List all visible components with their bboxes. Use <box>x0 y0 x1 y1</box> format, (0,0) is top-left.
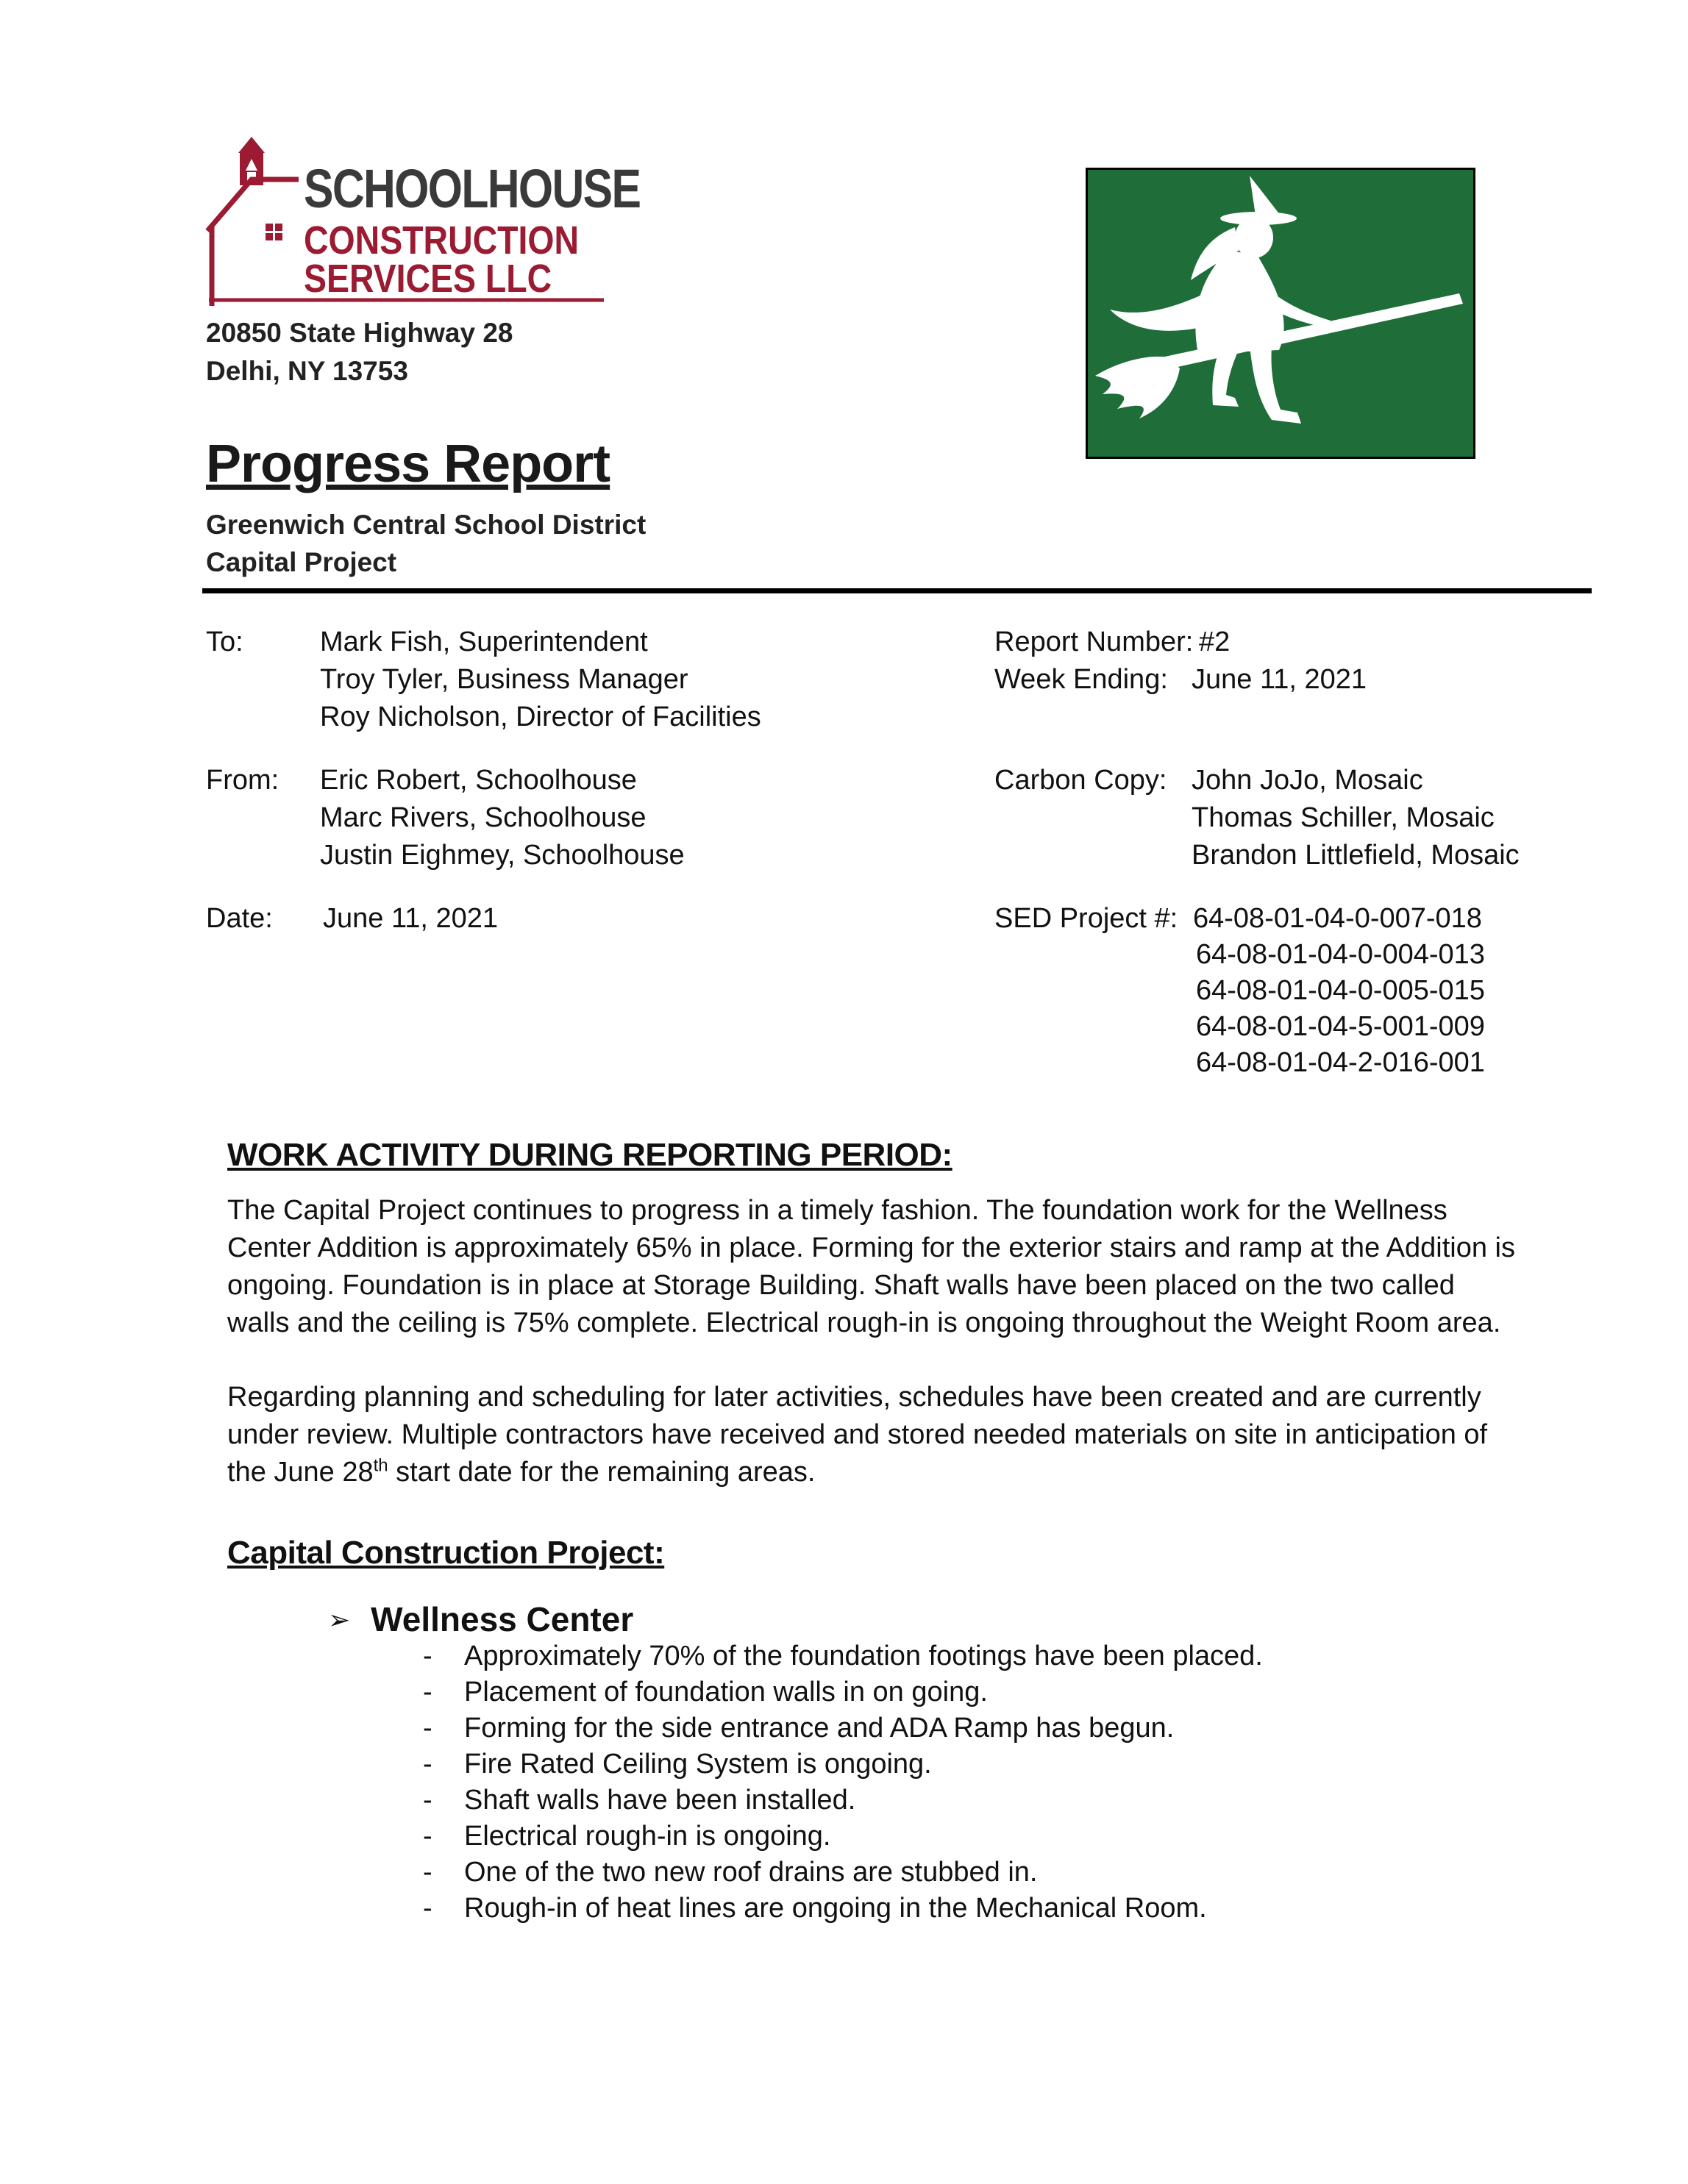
carbon-copy-label: Carbon Copy: <box>994 765 1167 796</box>
sed-project-label: SED Project #: <box>994 903 1178 934</box>
sed-project-number-4: 64-08-01-04-5-001-009 <box>1196 1011 1485 1042</box>
header-divider <box>202 588 1592 593</box>
logo-text-services: SERVICES LLC <box>304 257 552 301</box>
paragraph-1-text: The Capital Project continues to progress in a timely fashion. The foundation work for the Wellness Center Addition is approximately 65% in place. Forming for the exterior stairs and ramp at the Addition is ongoing. Foundation is in place at Storage Building. Shaft walls have been placed on the two called walls and the ceiling is 75% complete. Electrical rough-in is ongoing throughout the Weight Room area. <box>227 1195 1515 1338</box>
list-item: - Fire Rated Ceiling System is ongoing. <box>423 1746 1263 1782</box>
list-item: - Placement of foundation walls in on going. <box>423 1674 1263 1710</box>
from-sender-3: Justin Eighmey, Schoolhouse <box>320 840 685 871</box>
wellness-center-heading <box>328 1599 633 1639</box>
logo-text-schoolhouse: SCHOOLHOUSE <box>304 158 641 219</box>
list-item: - Rough-in of heat lines are ongoing in the Mechanical Room. <box>423 1891 1263 1927</box>
sed-project-number-5: 64-08-01-04-2-016-001 <box>1196 1047 1485 1078</box>
list-item: - Shaft walls have been installed. <box>423 1782 1263 1819</box>
paragraph-2-text <box>227 1379 1522 1491</box>
week-ending-value: June 11, 2021 <box>1192 664 1367 695</box>
from-sender-2: Marc Rivers, Schoolhouse <box>320 802 647 833</box>
page-title: Progress Report <box>206 435 610 493</box>
paragraph-2-text-a: Regarding planning and scheduling for later activities, schedules have been created and are currently under review. Multiple contractors have received and stored needed materials on site in anticipation of the June 28 <box>227 1382 1488 1488</box>
wellness-center-label: Wellness Center <box>371 1600 634 1638</box>
work-activity-paragraph-2 <box>227 1379 1522 1491</box>
project-name: Capital Project <box>206 547 397 577</box>
list-item: - Forming for the side entrance and ADA Ramp has begun. <box>423 1710 1263 1746</box>
cc-recipient-1: John JoJo, Mosaic <box>1192 765 1423 796</box>
witch-on-broom-icon <box>1088 170 1473 457</box>
district-name: Greenwich Central School District <box>206 510 647 540</box>
list-item: - One of the two new roof drains are stubbed in. <box>423 1855 1263 1891</box>
paragraph-2-text-b: start date for the remaining areas. <box>388 1457 816 1488</box>
from-label: From: <box>206 765 279 796</box>
sed-project-number-1: 64-08-01-04-0-007-018 <box>1193 903 1482 934</box>
week-ending-label: Week Ending: <box>994 664 1168 695</box>
mascot-image <box>1086 168 1475 459</box>
to-recipient-2: Troy Tyler, Business Manager <box>320 664 688 695</box>
to-label: To: <box>206 627 243 657</box>
date-value: June 11, 2021 <box>323 903 499 934</box>
from-sender-1: Eric Robert, Schoolhouse <box>320 765 637 796</box>
logo-text-construction: CONSTRUCTION <box>304 218 580 263</box>
ordinal-suffix: th <box>373 1455 388 1476</box>
sed-project-number-2: 64-08-01-04-0-004-013 <box>1196 939 1485 970</box>
capital-project-heading: Capital Construction Project: <box>227 1535 665 1571</box>
arrow-bullet-icon: ➢ <box>328 1605 351 1635</box>
address-line-2: Delhi, NY 13753 <box>206 356 408 386</box>
report-number-label: Report Number: <box>994 627 1194 657</box>
cc-recipient-2: Thomas Schiller, Mosaic <box>1192 802 1495 833</box>
cc-recipient-3: Brandon Littlefield, Mosaic <box>1192 840 1520 871</box>
to-recipient-3: Roy Nicholson, Director of Facilities <box>320 702 761 732</box>
to-recipient-1: Mark Fish, Superintendent <box>320 627 648 657</box>
list-item: - Electrical rough-in is ongoing. <box>423 1819 1263 1855</box>
work-activity-paragraph-1 <box>227 1192 1522 1342</box>
company-logo <box>203 137 641 306</box>
work-activity-heading: WORK ACTIVITY DURING REPORTING PERIOD: <box>227 1137 952 1173</box>
sed-project-number-3: 64-08-01-04-0-005-015 <box>1196 975 1485 1006</box>
date-label: Date: <box>206 903 273 934</box>
wellness-center-list <box>423 1638 1263 1927</box>
list-item: - Approximately 70% of the foundation footings have been placed. <box>423 1638 1263 1674</box>
report-number-value: #2 <box>1199 627 1231 657</box>
address-line-1: 20850 State Highway 28 <box>206 318 513 348</box>
